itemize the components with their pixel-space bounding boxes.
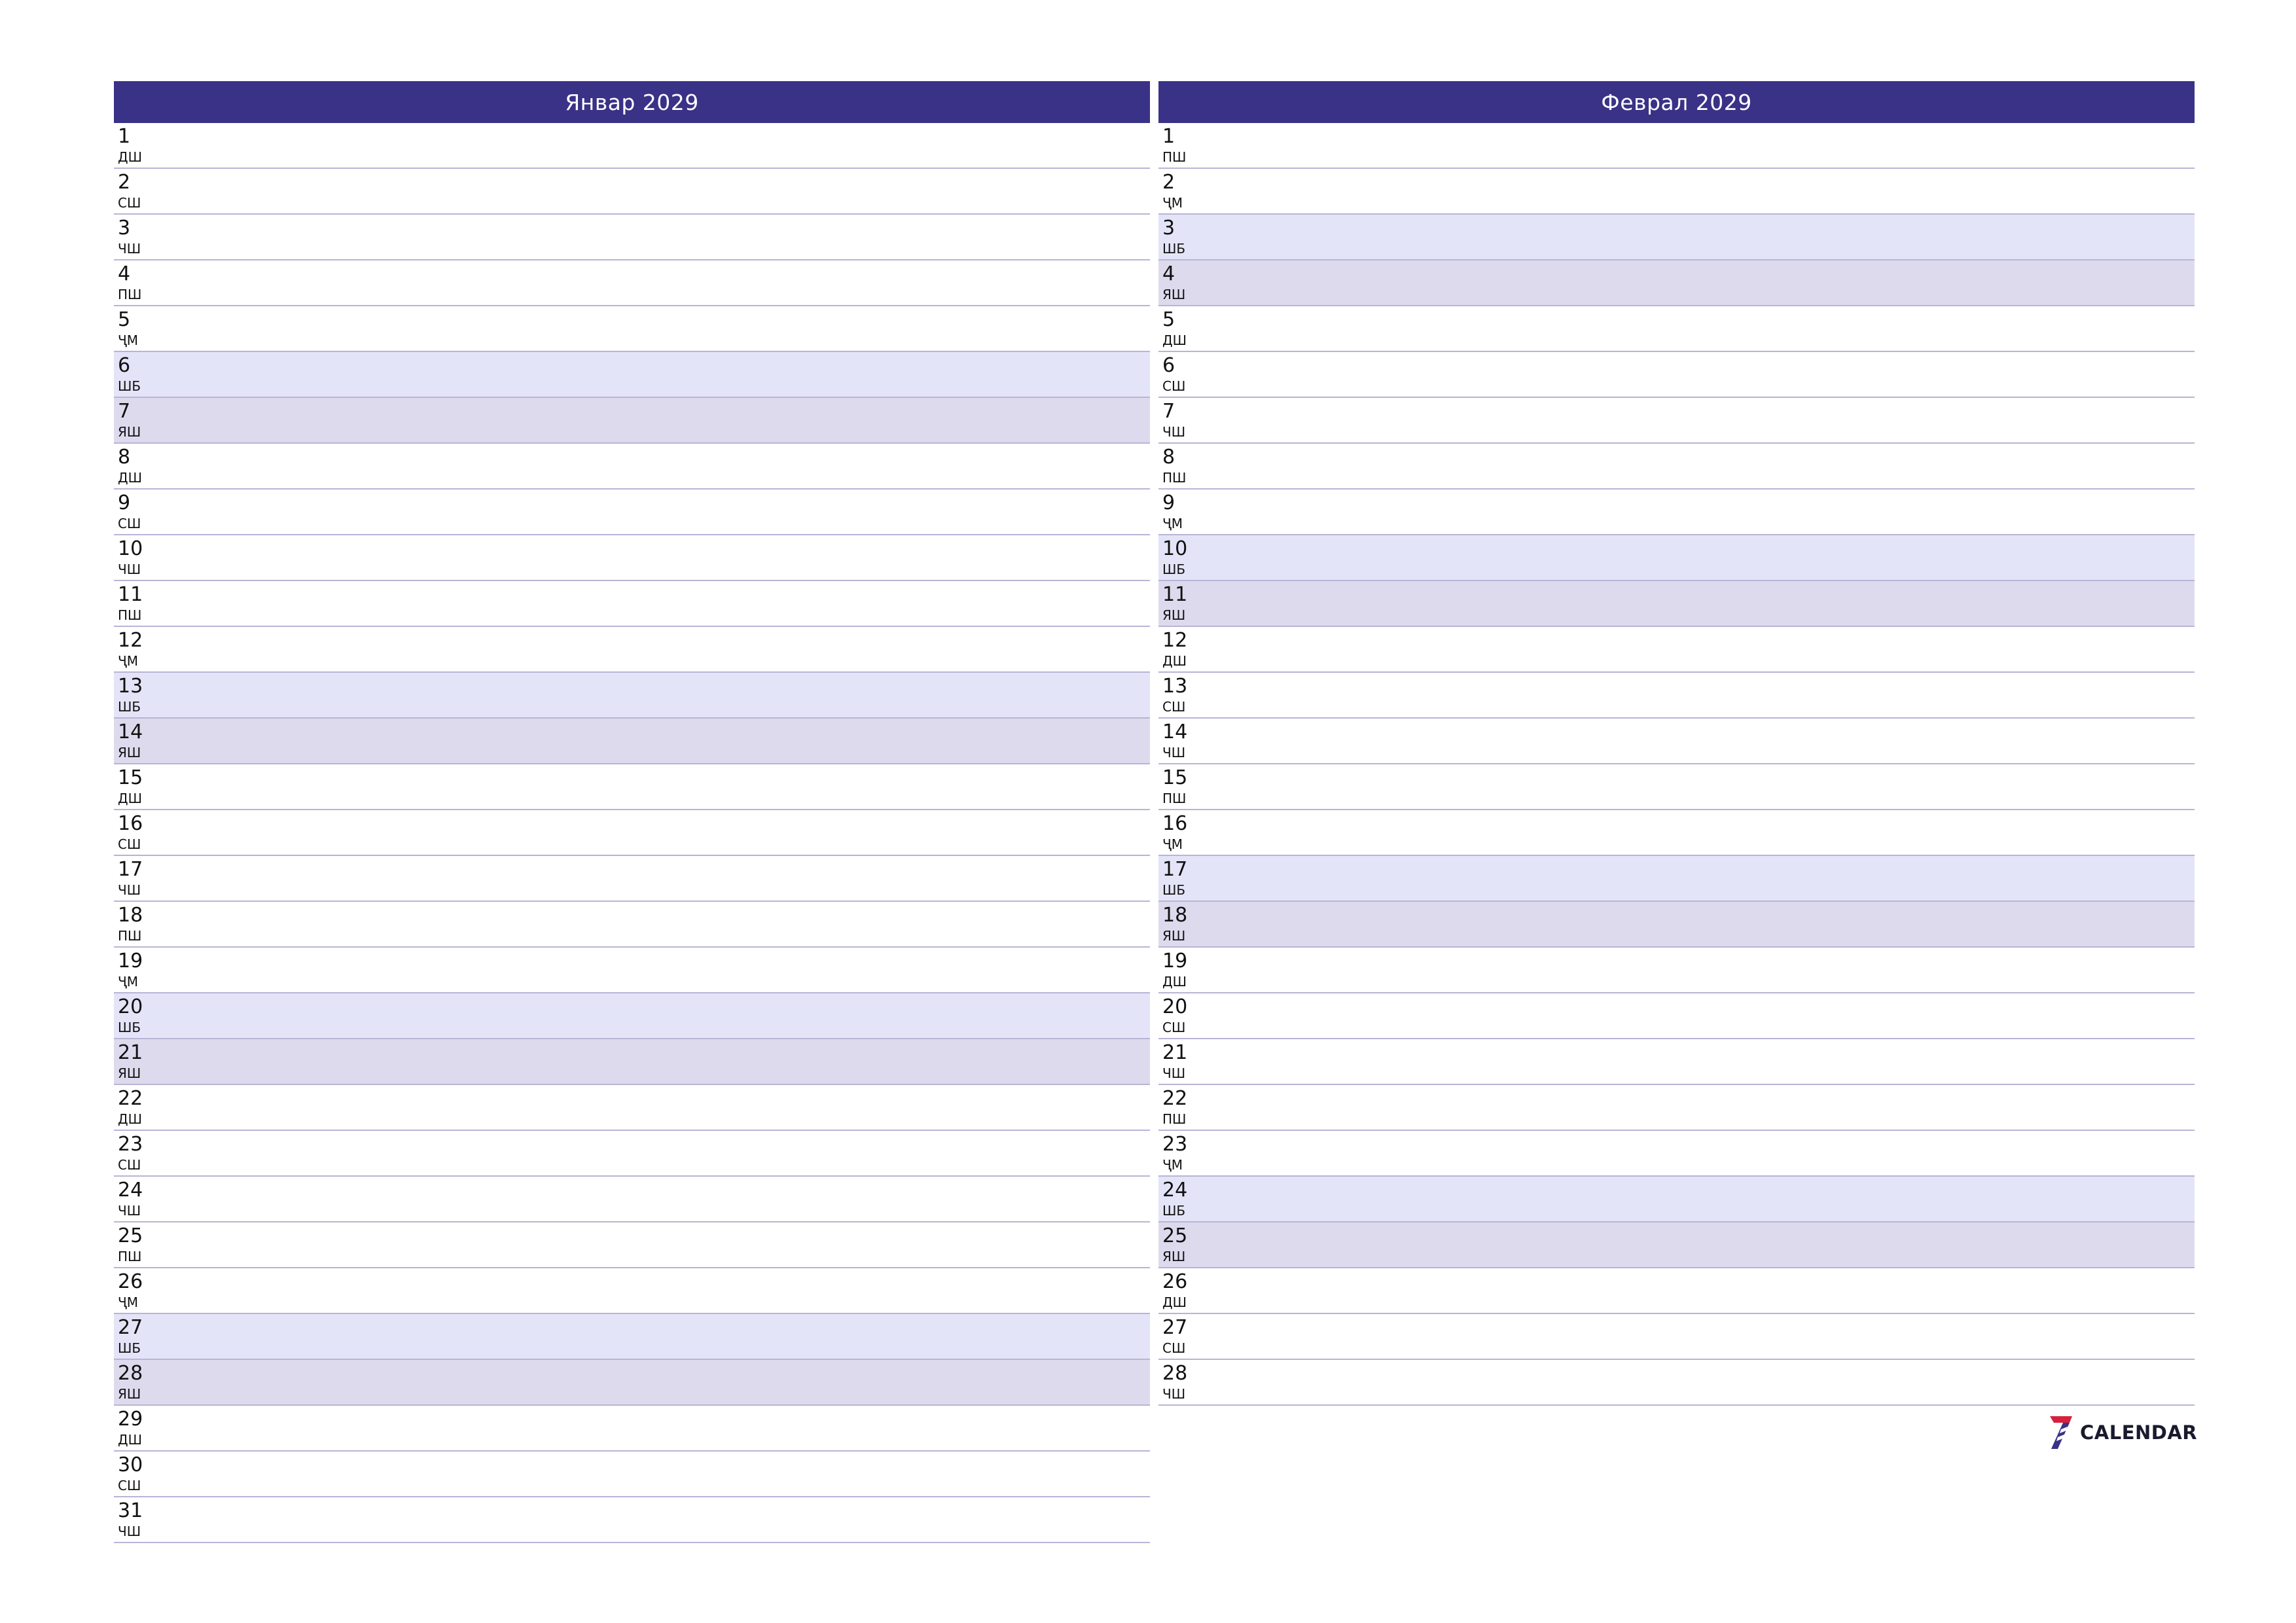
day-list	[114, 123, 1150, 1543]
day-number: 29	[118, 1408, 143, 1431]
day-number: 4	[1162, 262, 1175, 285]
weekday-abbr: ШБ	[118, 1340, 141, 1356]
weekday-abbr: ПШ	[118, 287, 142, 302]
weekday-abbr: СШ	[118, 1478, 141, 1493]
day-number: 23	[1162, 1133, 1188, 1156]
day-number: 20	[1162, 995, 1188, 1018]
weekday-abbr: ЧШ	[1162, 1065, 1186, 1081]
day-number: 18	[118, 904, 143, 927]
weekday-abbr: ЯШ	[1162, 287, 1186, 302]
weekday-abbr: ШБ	[118, 699, 141, 715]
day-row	[114, 719, 1150, 764]
weekday-abbr: ЯШ	[118, 1065, 141, 1081]
weekday-abbr: ДШ	[118, 1111, 143, 1127]
month-january	[114, 81, 1150, 1543]
day-row	[114, 1452, 1150, 1497]
weekday-abbr: ҶМ	[118, 974, 138, 990]
day-row	[1158, 764, 2195, 810]
day-row	[1158, 719, 2195, 764]
weekday-abbr: СШ	[118, 1157, 141, 1173]
day-number: 11	[118, 583, 143, 606]
day-row	[114, 810, 1150, 856]
day-number: 20	[118, 995, 143, 1018]
weekday-abbr: ПШ	[118, 928, 142, 944]
weekday-abbr: ШБ	[1162, 562, 1186, 577]
day-number: 14	[1162, 721, 1188, 743]
day-row	[1158, 215, 2195, 260]
seven-logo-icon	[2047, 1415, 2073, 1450]
day-row	[1158, 810, 2195, 856]
day-list	[1158, 123, 2195, 1406]
day-row	[1158, 902, 2195, 948]
day-number: 21	[1162, 1041, 1188, 1064]
day-number: 1	[1162, 125, 1175, 148]
weekday-abbr: ЯШ	[118, 424, 141, 440]
month-title: Феврал 2029	[1158, 81, 2195, 123]
day-number: 21	[118, 1041, 143, 1064]
day-number: 7	[1162, 400, 1175, 423]
day-number: 11	[1162, 583, 1188, 606]
day-number: 14	[118, 721, 143, 743]
day-row	[114, 1222, 1150, 1268]
day-row	[1158, 1314, 2195, 1360]
day-row	[114, 856, 1150, 902]
weekday-abbr: ПШ	[1162, 470, 1187, 486]
day-row	[1158, 490, 2195, 535]
day-number: 16	[1162, 812, 1188, 835]
day-number: 15	[118, 766, 143, 789]
day-number: 27	[118, 1316, 143, 1339]
day-number: 3	[1162, 217, 1175, 240]
day-number: 30	[118, 1454, 143, 1476]
day-number: 1	[118, 125, 131, 148]
day-row	[114, 535, 1150, 581]
day-number: 10	[118, 537, 143, 560]
weekday-abbr: ҶМ	[118, 332, 138, 348]
day-number: 9	[118, 491, 131, 514]
day-row	[114, 1268, 1150, 1314]
day-number: 31	[118, 1499, 143, 1522]
weekday-abbr: ДШ	[118, 1432, 143, 1448]
weekday-abbr: ЧШ	[118, 241, 141, 257]
day-row	[1158, 581, 2195, 627]
weekday-abbr: СШ	[1162, 1340, 1186, 1356]
weekday-abbr: ҶМ	[1162, 516, 1183, 531]
weekday-abbr: ҶМ	[1162, 195, 1183, 211]
weekday-abbr: ЧШ	[118, 562, 141, 577]
day-row	[114, 352, 1150, 398]
weekday-abbr: ДШ	[118, 791, 143, 806]
weekday-abbr: ШБ	[118, 1020, 141, 1035]
day-number: 28	[1162, 1362, 1188, 1385]
day-row	[1158, 1085, 2195, 1131]
weekday-abbr: ЧШ	[118, 1524, 141, 1539]
day-number: 3	[118, 217, 131, 240]
day-number: 5	[1162, 308, 1175, 331]
day-number: 15	[1162, 766, 1188, 789]
day-number: 26	[118, 1270, 143, 1293]
day-number: 17	[1162, 858, 1188, 881]
month-title: Январ 2029	[114, 81, 1150, 123]
weekday-abbr: ЯШ	[118, 745, 141, 760]
weekday-abbr: ЧШ	[1162, 424, 1186, 440]
day-row	[114, 306, 1150, 352]
day-row	[1158, 535, 2195, 581]
day-row	[114, 123, 1150, 169]
day-number: 16	[118, 812, 143, 835]
weekday-abbr: ДШ	[1162, 1294, 1187, 1310]
day-row	[114, 490, 1150, 535]
day-number: 9	[1162, 491, 1175, 514]
day-row	[1158, 260, 2195, 306]
weekday-abbr: СШ	[1162, 699, 1186, 715]
day-number: 25	[118, 1224, 143, 1247]
day-number: 28	[118, 1362, 143, 1385]
day-number: 22	[1162, 1087, 1188, 1110]
day-row	[114, 398, 1150, 444]
weekday-abbr: ҶМ	[1162, 1157, 1183, 1173]
day-row	[114, 993, 1150, 1039]
day-row	[114, 673, 1150, 719]
weekday-abbr: ЯШ	[1162, 928, 1186, 944]
weekday-abbr: ПШ	[118, 1249, 142, 1264]
day-number: 13	[1162, 675, 1188, 698]
day-number: 5	[118, 308, 131, 331]
weekday-abbr: ЯШ	[118, 1386, 141, 1402]
weekday-abbr: ПШ	[118, 607, 142, 623]
day-row	[1158, 856, 2195, 902]
day-number: 8	[118, 446, 131, 469]
weekday-abbr: ЧШ	[1162, 745, 1186, 760]
day-row	[1158, 1177, 2195, 1222]
day-number: 26	[1162, 1270, 1188, 1293]
day-row	[114, 1314, 1150, 1360]
day-number: 8	[1162, 446, 1175, 469]
day-row	[114, 581, 1150, 627]
day-number: 2	[118, 171, 131, 194]
day-number: 6	[1162, 354, 1175, 377]
weekday-abbr: ПШ	[1162, 149, 1187, 165]
day-number: 24	[1162, 1179, 1188, 1202]
day-row	[114, 260, 1150, 306]
day-number: 10	[1162, 537, 1188, 560]
day-row	[1158, 1039, 2195, 1085]
day-row	[114, 1131, 1150, 1177]
day-row	[114, 1497, 1150, 1543]
day-number: 25	[1162, 1224, 1188, 1247]
day-row	[1158, 993, 2195, 1039]
day-row	[1158, 673, 2195, 719]
weekday-abbr: ДШ	[118, 149, 143, 165]
day-row	[114, 1039, 1150, 1085]
weekday-abbr: СШ	[118, 195, 141, 211]
weekday-abbr: ШБ	[1162, 882, 1186, 898]
weekday-abbr: ДШ	[1162, 974, 1187, 990]
day-number: 2	[1162, 171, 1175, 194]
day-number: 19	[118, 950, 143, 972]
day-row	[114, 902, 1150, 948]
day-number: 12	[118, 629, 143, 652]
day-number: 18	[1162, 904, 1188, 927]
weekday-abbr: ЯШ	[1162, 1249, 1186, 1264]
weekday-abbr: СШ	[1162, 1020, 1186, 1035]
day-row	[114, 215, 1150, 260]
weekday-abbr: СШ	[118, 516, 141, 531]
month-february	[1158, 81, 2195, 1406]
weekday-abbr: ҶМ	[1162, 836, 1183, 852]
day-row	[114, 169, 1150, 215]
weekday-abbr: ШБ	[1162, 1203, 1186, 1219]
day-row	[1158, 123, 2195, 169]
day-number: 24	[118, 1179, 143, 1202]
weekday-abbr: ПШ	[1162, 1111, 1187, 1127]
weekday-abbr: ДШ	[118, 470, 143, 486]
weekday-abbr: СШ	[118, 836, 141, 852]
logo-text: CALENDAR	[2080, 1421, 2198, 1444]
day-number: 7	[118, 400, 131, 423]
day-number: 22	[118, 1087, 143, 1110]
day-number: 6	[118, 354, 131, 377]
day-row	[1158, 627, 2195, 673]
weekday-abbr: ЧШ	[1162, 1386, 1186, 1402]
day-number: 12	[1162, 629, 1188, 652]
day-row	[1158, 444, 2195, 490]
weekday-abbr: ҶМ	[118, 1294, 138, 1310]
day-row	[114, 1177, 1150, 1222]
weekday-abbr: ЧШ	[118, 1203, 141, 1219]
day-number: 27	[1162, 1316, 1188, 1339]
brand-logo	[2047, 1415, 2197, 1450]
day-number: 17	[118, 858, 143, 881]
day-number: 4	[118, 262, 131, 285]
day-row	[1158, 398, 2195, 444]
weekday-abbr: ҶМ	[118, 653, 138, 669]
weekday-abbr: ЯШ	[1162, 607, 1186, 623]
weekday-abbr: ДШ	[1162, 653, 1187, 669]
day-row	[1158, 948, 2195, 993]
weekday-abbr: ЧШ	[118, 882, 141, 898]
day-row	[1158, 1131, 2195, 1177]
day-row	[114, 1085, 1150, 1131]
day-row	[1158, 169, 2195, 215]
weekday-abbr: ШБ	[1162, 241, 1186, 257]
day-row	[1158, 1268, 2195, 1314]
weekday-abbr: ШБ	[118, 378, 141, 394]
weekday-abbr: СШ	[1162, 378, 1186, 394]
day-row	[114, 444, 1150, 490]
day-row	[114, 1406, 1150, 1452]
day-number: 19	[1162, 950, 1188, 972]
day-row	[114, 627, 1150, 673]
day-row	[1158, 1360, 2195, 1406]
weekday-abbr: ПШ	[1162, 791, 1187, 806]
day-row	[114, 1360, 1150, 1406]
day-row	[1158, 1222, 2195, 1268]
day-row	[114, 764, 1150, 810]
day-row	[1158, 352, 2195, 398]
day-row	[1158, 306, 2195, 352]
day-number: 13	[118, 675, 143, 698]
day-number: 23	[118, 1133, 143, 1156]
day-row	[114, 948, 1150, 993]
weekday-abbr: ДШ	[1162, 332, 1187, 348]
